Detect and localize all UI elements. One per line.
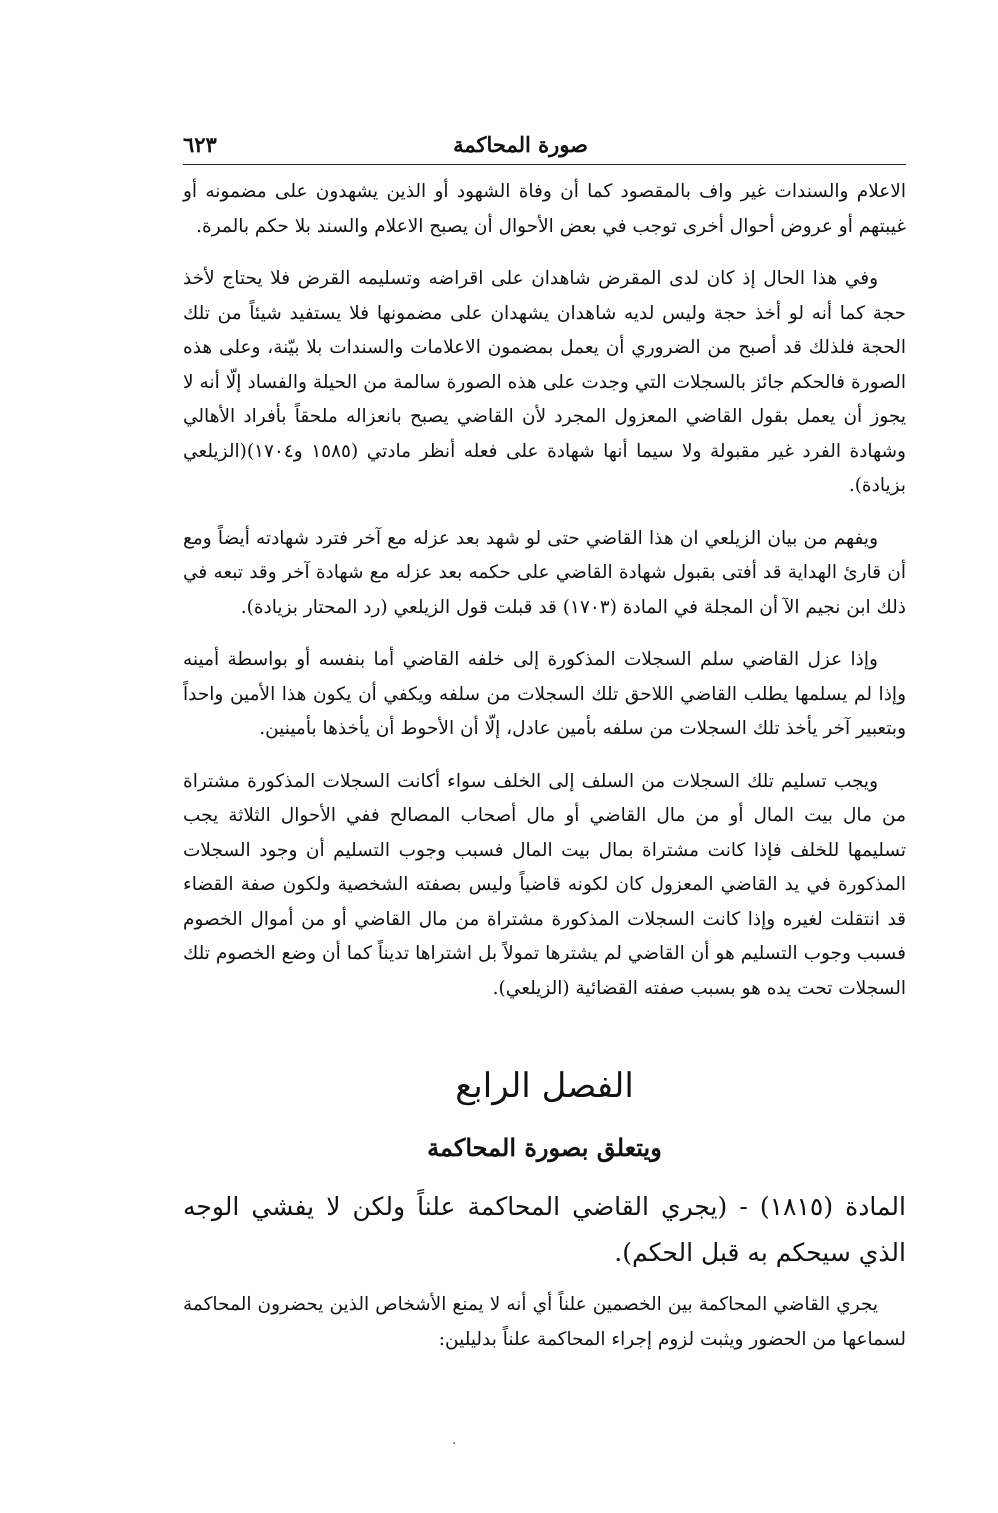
header-rule [183,164,906,165]
article-explanation: يجري القاضي المحاكمة بين الخصمين علناً أي أنه لا يمنع الأشخاص الذين يحضرون المحاكمة لسماعها من الحضور ويثبت لزوم إجراء المحاكمة علناً بدليلين: [183,1294,906,1350]
page-header [183,128,906,166]
chapter-subtitle: ويتعلق بصورة المحاكمة [427,1133,662,1162]
body-text [183,175,906,1024]
paragraph-continuation: الاعلام والسندات غير واف بالمقصود كما أن وفاة الشهود أو الذين يشهدون على مضمونه أو غيبتهم أو عروض أحوال أخرى توجب في بعض الأحوال أن يصبح الاعلام والسند بلا حكم بالمرة. [183,181,906,237]
paragraph: ويجب تسليم تلك السجلات من السلف إلى الخلف سواء أكانت السجلات المذكورة مشتراة من مال بيت المال أو من مال القاضي أو مال أصحاب المصالح ففي الأحوال الثلاثة يجب تسليمها للخلف فإذا كانت مشتراة بمال بيت المال فسبب وجوب التسليم أن وجود السجلات المذكورة في يد القاضي المعزول كان لكونه قاضياً وليس بصفته الشخصية ولكون صفة القضاء قد انتقلت لغيره وإذا كانت السجلات المذكورة مشتراة من مال القاضي أو من أموال الخصوم فسبب وجوب التسليم هو أن القاضي لم يشترها تمولاً بل اشتراها تديناً كما أن وضع الخصوم تلك السجلات تحت يده هو بسبب صفته القضائية (الزيلعي). [183,770,906,999]
running-title: صورة المحاكمة [453,132,588,157]
paragraph: ويفهم من بيان الزيلعي ان هذا القاضي حتى لو شهد بعد عزله مع آخر فترد شهادته أيضاً ومع أن قارئ الهداية قد أفتى بقبول شهادة القاضي على حكمه بعد عزله مع شهادة آخر وقد تبعه في ذلك ابن نجيم الآ أن المجلة في المادة (١٧٠٣) قد قبلت قول الزيلعي (رد المحتار بزيادة). [183,527,906,618]
footer-dot: . [452,1432,457,1448]
article-text: المادة (١٨١٥) - (يجري القاضي المحاكمة علناً ولكن لا يفشي الوجه الذي سيحكم به قبل الحكم). [183,1192,906,1267]
paragraph: وإذا عزل القاضي سلم السجلات المذكورة إلى خلفه القاضي أما بنفسه أو بواسطة أمينه وإذا لم يسلمها يطلب القاضي اللاحق تلك السجلات من سلفه ويكفي أن يكون هذا الأمين واحداً وبتعبير آخر يأخذ تلك السجلات من سلفه بأمين عادل، إلّا أن الأحوط أن يأخذها بأمينين. [183,649,906,739]
paragraph: وفي هذا الحال إذ كان لدى المقرض شاهدان على اقراضه وتسليمه القرض فلا يحتاج لأخذ حجة كما أنه لو أخذ حجة وليس لديه شاهدان يشهدان على مضمونها فلا يستفيد شيئاً من تلك الحجة فلذلك قد أصبح من الضروري أن يعمل بمضمون الاعلامات والسندات بلا بيّنة، وعلى هذه الصورة فالحكم جائز بالسجلات التي وجدت على هذه الصورة سالمة من الحيلة والفساد إلّا أنه لا يجوز أن يعمل بقول القاضي المعزول المجرد لأن القاضي يصبح بانعزاله ملحقاً بأفراد الأهالي وشهادة الفرد غير مقبولة ولا سيما أنها شهادة على فعله أنظر مادتي (١٥٨٥ و١٧٠٤)(الزيلعي بزيادة). [183,268,906,496]
page-number: ٦٢٣ [183,132,217,157]
chapter-title: الفصل الرابع [455,1066,634,1106]
